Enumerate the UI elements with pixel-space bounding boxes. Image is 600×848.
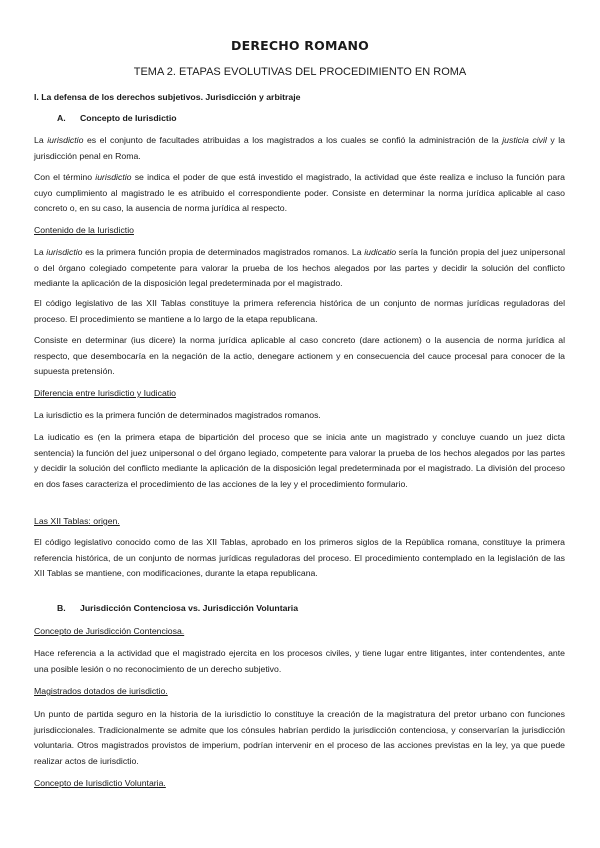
section-a-title: Concepto de Iurisdictio — [80, 113, 177, 123]
text-run-italic: iurisdictio — [95, 172, 132, 182]
paragraph-iurisdictio-definition — [34, 133, 565, 164]
magistrados-heading: Magistrados dotados de iurisdictio. — [34, 686, 168, 696]
text-run: es la primera función propia de determinados magistrados romanos. La — [82, 247, 365, 257]
xii-tablas-heading: Las XII Tablas: origen. — [34, 516, 120, 526]
section-a-letter: A. — [57, 113, 66, 123]
section-b-title: Jurisdicción Contenciosa vs. Jurisdicción Voluntaria — [80, 603, 299, 613]
text-run: sería la función propia del juez unipersonal o del órgano colegiado competente para valorar la prueba de los hechos alegados por las partes y decidir la solución del conflicto mediante la aplicación de la disposición legal predeterminada por el magistrado. — [34, 247, 565, 289]
text-run-italic: iudicatio — [364, 247, 397, 257]
voluntaria-heading: Concepto de Iurisdictio Voluntaria. — [34, 778, 166, 788]
paragraph-contenido-2: El código legislativo de las XII Tablas constituye la primera referencia histórica de un conjunto de normas jurídicas reguladoras del proceso. El procedimiento se mantiene a lo largo de la etapa republicana. — [34, 298, 565, 324]
document-title: DERECHO ROMANO — [231, 38, 369, 53]
paragraph-xii-tablas: El código legislativo conocido como de las XII Tablas, aprobado en los primeros siglos de la República romana, constituye la primera referencia histórica, de un conjunto de normas jurídicas reguladoras del proceso. El procedimiento contemplado en la legislación de las XII Tablas se mantiene, con modificaciones, durante la etapa republicana. — [34, 537, 565, 579]
text-run: es el conjunto de facultades atribuidas a los magistrados a los cuales se confió la administración de la — [83, 135, 503, 145]
text-run: se indica el poder de que está investido el magistrado, la actividad que éste realiza e incluso la función para cuyo cumplimiento al magistrado le es atribuido el correspondiente poder. Consiste en determinar la norma jurídica aplicable al caso concreto o, en su caso, la ausencia de norma jurídica al respecto. — [34, 172, 565, 214]
text-run: Con el término — [34, 172, 96, 182]
diferencia-heading: Diferencia entre Iurisdictio y Iudicatio — [34, 388, 176, 398]
text-run: La — [34, 135, 48, 145]
paragraph-contenido-1 — [34, 245, 565, 292]
section-b-letter: B. — [57, 603, 66, 613]
paragraph-magistrados: Un punto de partida seguro en la historia de la iurisdictio lo constituye la creación de la magistratura del pretor urbano con funciones jurisdiccionales. Tradicionalmente se admite que los cónsules habrían perdido la jurisdicción contenciosa, y conservarían la jurisdicción voluntaria. Otros magistrados provistos de imperium, podrían intervenir en el proceso de las acciones previstas en la ley, ya que puede realizar actos de iurisdictio. — [34, 709, 565, 766]
paragraph-diferencia-2: La iudicatio es (en la primera etapa de bipartición del proceso que se inicia ante un magistrado y concluye cuando un juez dicta sentencia) la función del juez unipersonal o del órgano legiado, competente para valorar la prueba de los hechos alegados por las partes y decidir la solución del conflicto mediante la aplicación de la disposición legal predeterminada por el magistrado. La división del proceso en dos fases caracteriza el procedimiento de las acciones de la ley y el procedimiento formulario. — [34, 432, 565, 489]
section-a-heading — [57, 111, 565, 127]
text-run-italic: iurisdictio — [46, 247, 83, 257]
text-run: La — [34, 247, 47, 257]
section-b-heading — [57, 601, 565, 617]
paragraph-diferencia-1: La iurisdictio es la primera función de determinados magistrados romanos. — [34, 410, 321, 420]
contenido-heading: Contenido de la Iurisdictio — [34, 225, 134, 235]
section-i-heading: I. La defensa de los derechos subjetivos. Jurisdicción y arbitraje — [34, 92, 301, 102]
document-subtitle: TEMA 2. ETAPAS EVOLUTIVAS DEL PROCEDIMIENTO EN ROMA — [133, 66, 467, 78]
text-run-italic: iurisdictio — [47, 135, 84, 145]
paragraph-contenciosa: Hace referencia a la actividad que el magistrado ejercita en los procesos civiles, y tiene lugar entre litigantes, inter contendentes, ante una posible lesión o no reconocimiento de un derecho subjetivo. — [34, 648, 565, 674]
text-run-italic: justicia civil — [502, 135, 547, 145]
contenciosa-heading: Concepto de Jurisdicción Contenciosa. — [34, 626, 185, 636]
text-run: y la jurisdicción penal en Roma. — [34, 135, 565, 161]
paragraph-contenido-3: Consiste en determinar (ius dicere) la norma jurídica aplicable al caso concreto (dare actionem) o la ausencia de norma jurídica al respecto, que desembocaría en la negación de la actio, denegare actionem y en consecuencia del cauce procesal para conocer de la supuesta pretensión. — [34, 335, 565, 377]
paragraph-iurisdictio-poder — [34, 170, 565, 217]
